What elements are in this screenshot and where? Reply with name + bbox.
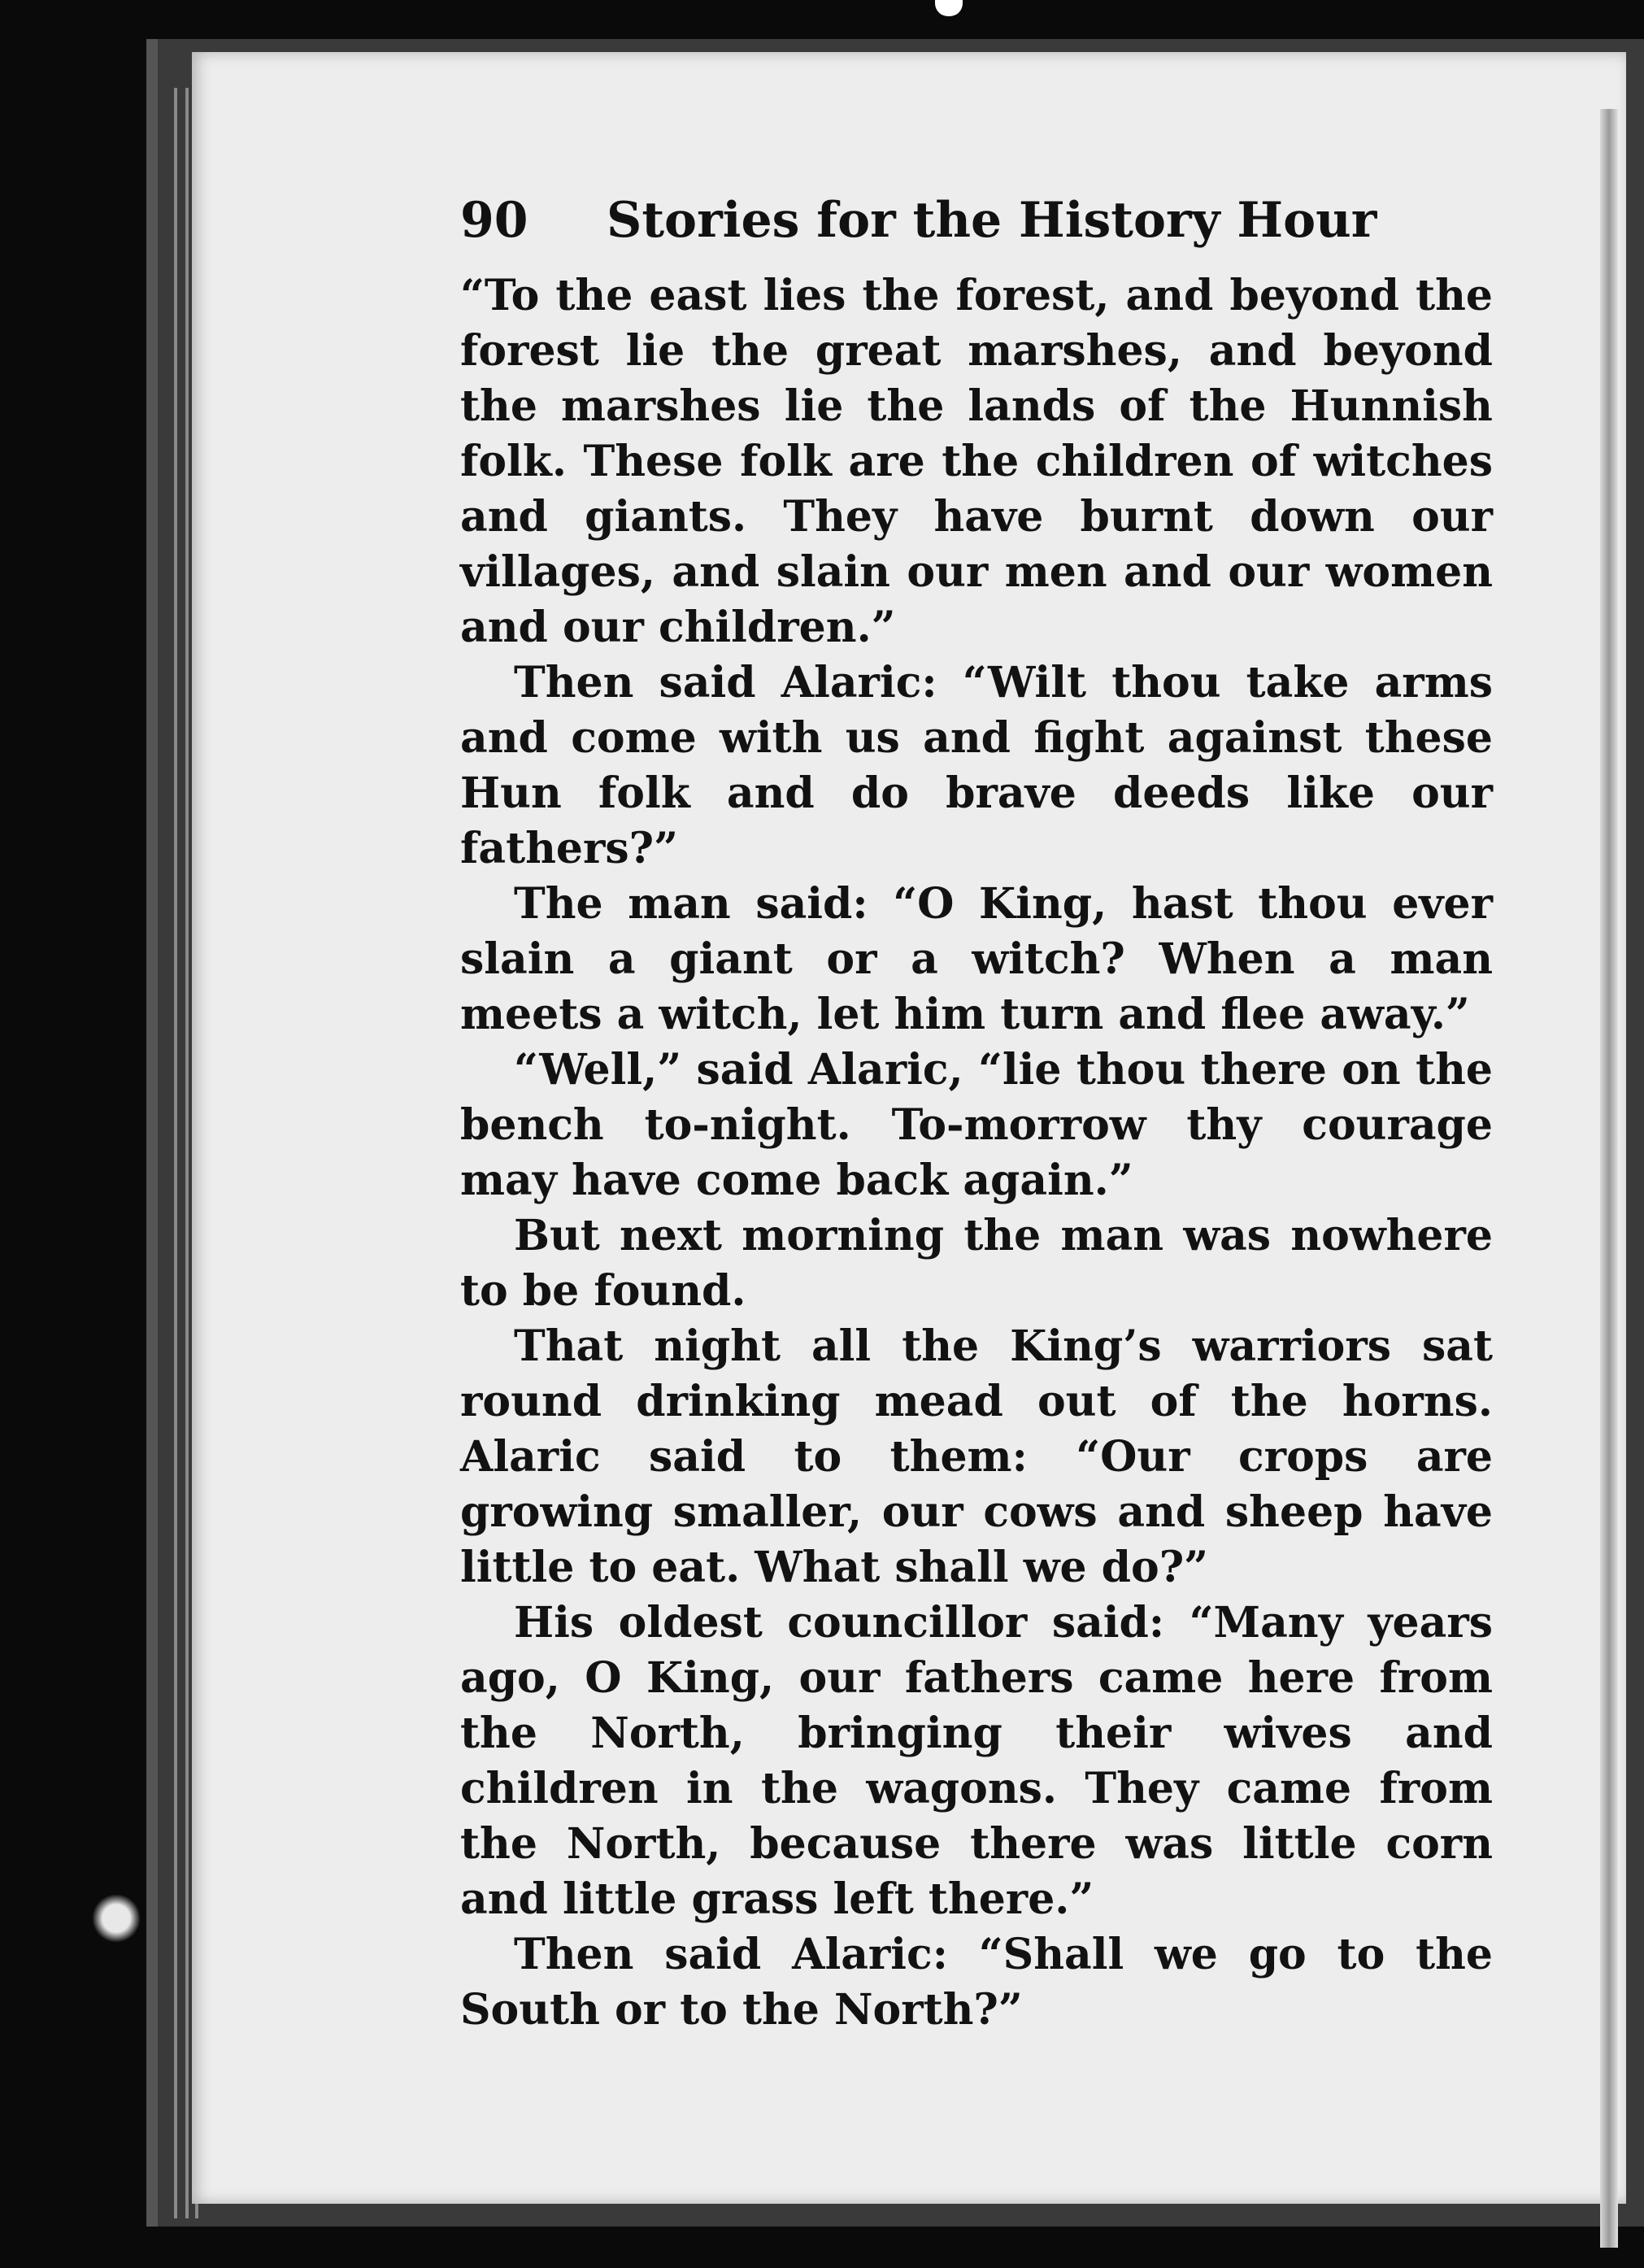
paragraph: “To the east lies the forest, and beyond the forest lie the great marshes, and beyond the marshes lie the lands of the Hunnish folk. These folk are the children of witches and giants. They have burnt down our villages, and slain our men and our women and our children.” xyxy=(460,271,1493,652)
paragraph: “Well,” said Alaric, “lie thou there on the bench to-night. To-morrow thy courage may have come back again.” xyxy=(460,1045,1493,1205)
page-number: 90 xyxy=(460,192,528,249)
body-text xyxy=(460,268,1493,2038)
running-title: Stories for the History Hour xyxy=(607,192,1377,249)
paragraph: Then said Alaric: “Shall we go to the South or to the North?” xyxy=(460,1930,1493,2035)
paragraph: But next morning the man was nowhere to be found. xyxy=(460,1211,1493,1316)
scan-speck xyxy=(935,0,963,16)
paragraph: Then said Alaric: “Wilt thou take arms and come with us and fight against these Hun folk and do brave deeds like our fathers?” xyxy=(460,658,1493,873)
paragraph: The man said: “O King, hast thou ever slain a giant or a witch? When a man meets a witch, let him turn and flee away.” xyxy=(460,879,1493,1039)
paragraph: That night all the King’s warriors sat round drinking mead out of the horns. Alaric said to them: “Our crops are growing smaller, our cows and sheep have little to eat. What shall we do?” xyxy=(460,1321,1493,1592)
page-edge-line xyxy=(185,88,189,2218)
page-edge-line xyxy=(174,88,177,2218)
page-gutter-shadow xyxy=(1600,109,1618,2248)
paragraph: His oldest councillor said: “Many years ago, O King, our fathers came here from the North, bringing their wives and children in the wagons. They came from the North, because there was little corn and little grass left there.” xyxy=(460,1598,1493,1924)
scan-speck xyxy=(91,1895,141,1942)
running-header xyxy=(460,192,1377,257)
